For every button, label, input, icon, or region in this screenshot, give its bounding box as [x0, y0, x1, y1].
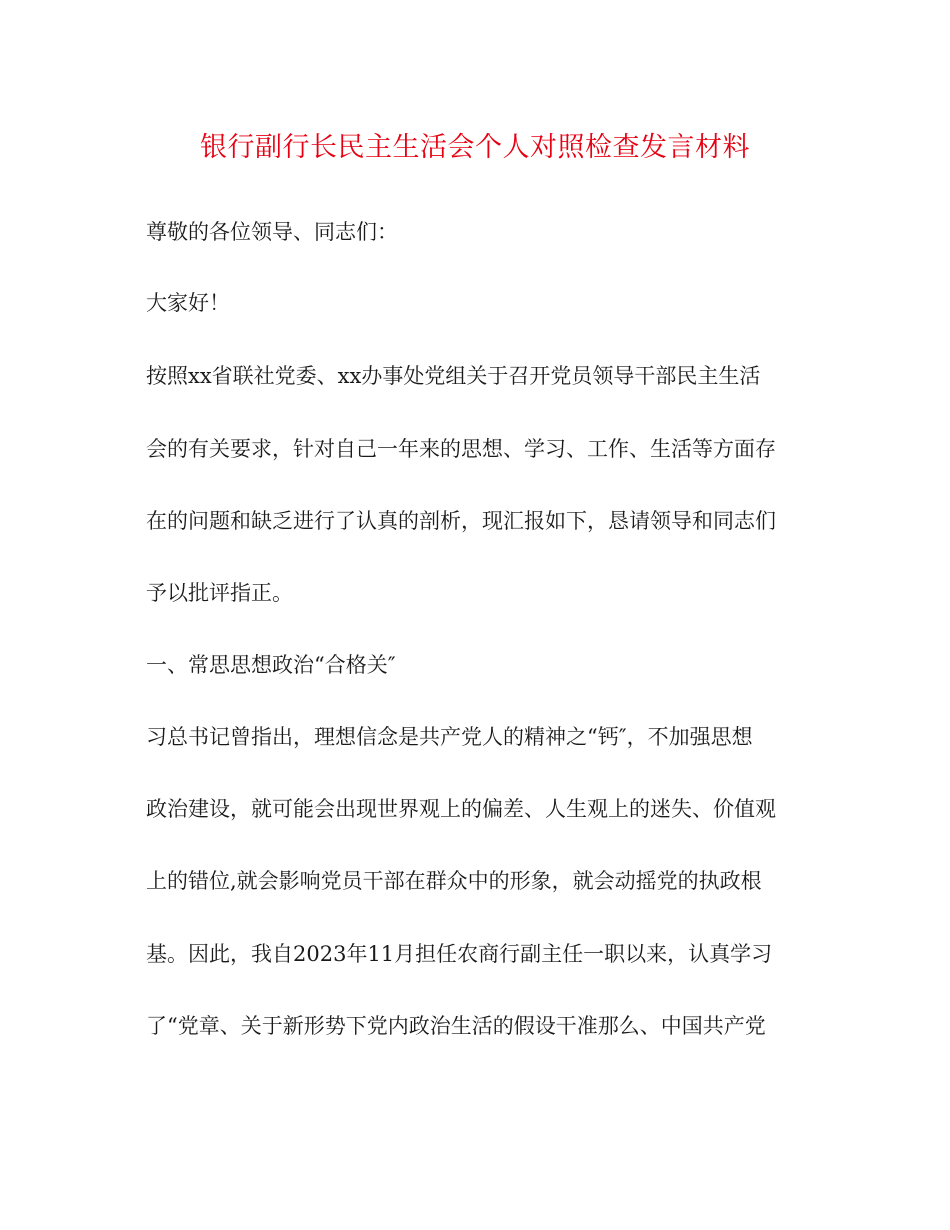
section-heading: 一、常思思想政治“合格关″: [146, 653, 396, 677]
document-title: 银行副行长民主生活会个人对照检查发言材料: [200, 132, 750, 163]
paragraph-line: 习总书记曾指出，理想信念是共产党人的精神之“钙″，不加强思想: [146, 725, 753, 749]
paragraph-line: 上的错位,就会影响党员干部在群众中的形象，就会动摇党的执政根: [146, 869, 762, 893]
paragraph-line: 基。因此，我自2023年11月担任农商行副主任一职以来，认真学习: [146, 942, 773, 966]
paragraph-line: 按照xx省联社党委、xx办事处党组关于召开党员领导干部民主生活: [146, 364, 761, 388]
paragraph-line: 了“党章、关于新形势下党内政治生活的假设干准那么、中国共产党: [146, 1014, 766, 1038]
greeting-line: 大家好！: [146, 291, 230, 315]
paragraph-line: 在的问题和缺乏进行了认真的剖析，现汇报如下，恳请领导和同志们: [146, 509, 776, 533]
salutation-line: 尊敬的各位领导、同志们：: [146, 220, 398, 244]
paragraph-line: 政治建设，就可能会出现世界观上的偏差、人生观上的迷失、价值观: [146, 797, 776, 821]
paragraph-line: 予以批评指正。: [146, 581, 293, 605]
paragraph-line: 会的有关要求，针对自己一年来的思想、学习、工作、生活等方面存: [146, 437, 776, 461]
